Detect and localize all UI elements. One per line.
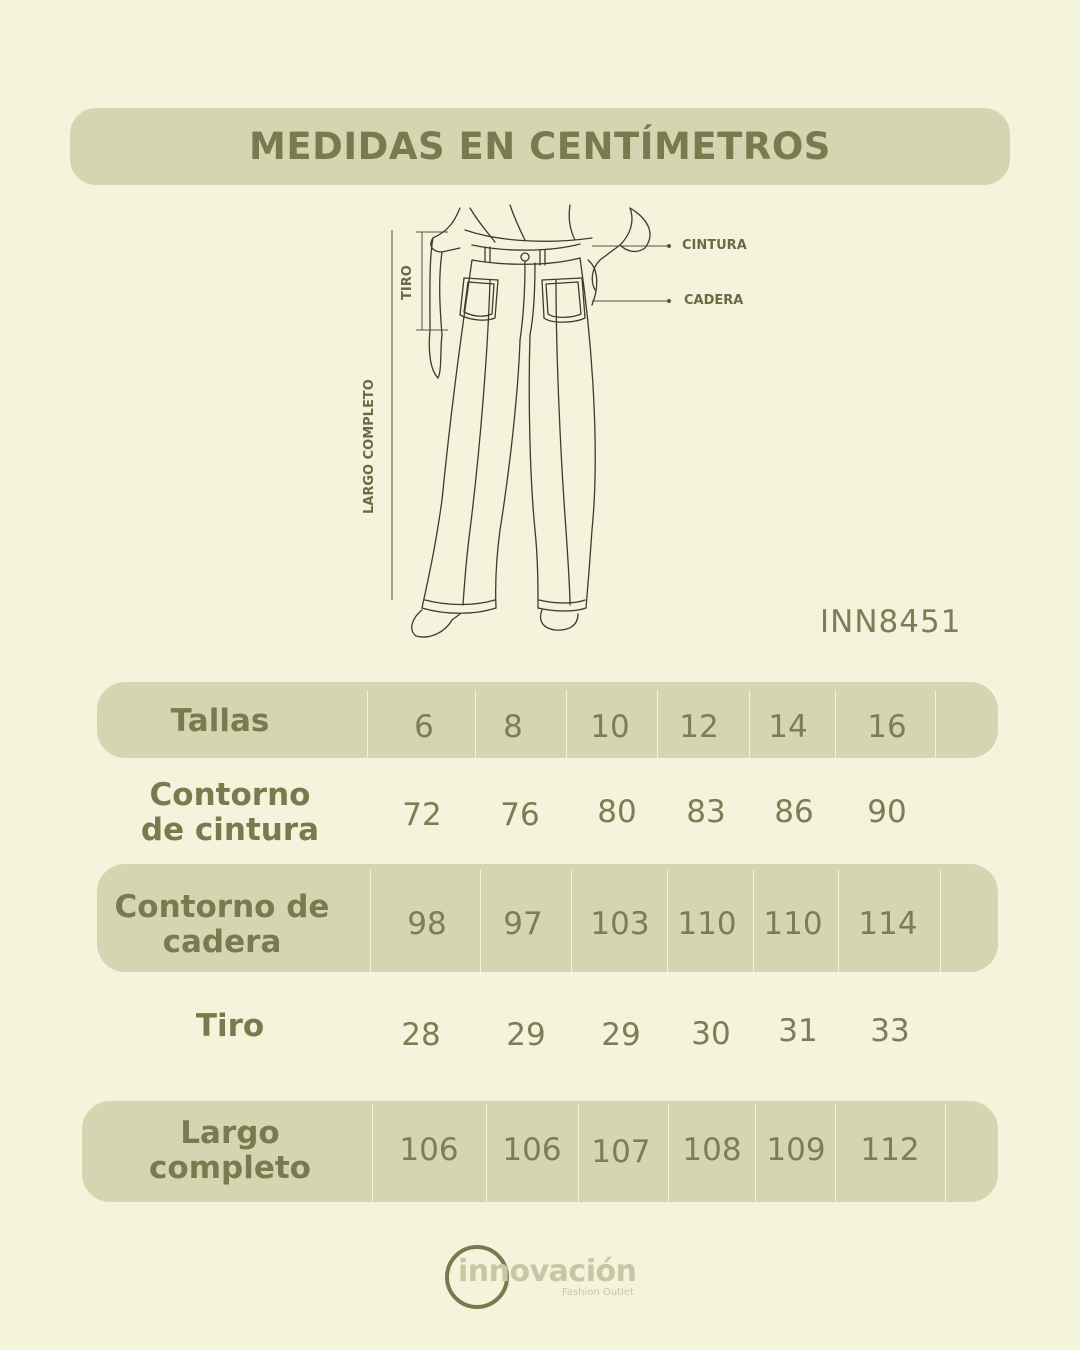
brand-tagline: Fashion Outlet bbox=[562, 1287, 634, 1298]
jeans-illustration bbox=[330, 200, 790, 650]
value-cell: 108 bbox=[682, 1132, 742, 1168]
product-code: INN8451 bbox=[820, 604, 962, 640]
value-cell: 112 bbox=[860, 1132, 920, 1168]
size-cell: 12 bbox=[679, 709, 719, 745]
page-title: MEDIDAS EN CENTÍMETROS bbox=[249, 125, 831, 168]
value-cell: 30 bbox=[691, 1016, 731, 1052]
label-largo-completo: LARGO COMPLETO bbox=[362, 379, 377, 514]
row-label-hip: Contorno de cadera bbox=[114, 889, 330, 960]
row-label-length: Largo completo bbox=[149, 1115, 311, 1186]
value-cell: 28 bbox=[401, 1017, 441, 1053]
title-banner bbox=[70, 108, 1010, 185]
size-cell: 14 bbox=[768, 709, 808, 745]
value-cell: 110 bbox=[763, 906, 823, 942]
value-cell: 90 bbox=[867, 794, 907, 830]
value-cell: 29 bbox=[601, 1017, 641, 1053]
size-cell: 8 bbox=[503, 709, 523, 745]
size-cell: 16 bbox=[867, 709, 907, 745]
value-cell: 80 bbox=[597, 794, 637, 830]
value-cell: 107 bbox=[591, 1134, 651, 1170]
label-tiro: TIRO bbox=[400, 265, 415, 300]
value-cell: 76 bbox=[500, 797, 540, 833]
value-cell: 98 bbox=[407, 906, 447, 942]
value-cell: 31 bbox=[778, 1013, 818, 1049]
value-cell: 114 bbox=[858, 906, 918, 942]
value-cell: 86 bbox=[774, 794, 814, 830]
value-cell: 29 bbox=[506, 1017, 546, 1053]
sizes-label: Tallas bbox=[170, 703, 270, 739]
value-cell: 103 bbox=[590, 906, 650, 942]
row-label-waist: Contorno de cintura bbox=[140, 777, 320, 848]
value-cell: 97 bbox=[503, 906, 543, 942]
value-cell: 106 bbox=[399, 1132, 459, 1168]
value-cell: 110 bbox=[677, 906, 737, 942]
label-cadera: CADERA bbox=[684, 293, 744, 308]
brand-name: innovación bbox=[458, 1254, 637, 1289]
row-label-rise: Tiro bbox=[195, 1008, 265, 1044]
size-cell: 10 bbox=[590, 709, 630, 745]
value-cell: 83 bbox=[686, 794, 726, 830]
value-cell: 72 bbox=[402, 797, 442, 833]
value-cell: 33 bbox=[870, 1013, 910, 1049]
value-cell: 106 bbox=[502, 1132, 562, 1168]
value-cell: 109 bbox=[766, 1132, 826, 1168]
size-cell: 6 bbox=[414, 709, 434, 745]
label-cintura: CINTURA bbox=[682, 238, 747, 253]
